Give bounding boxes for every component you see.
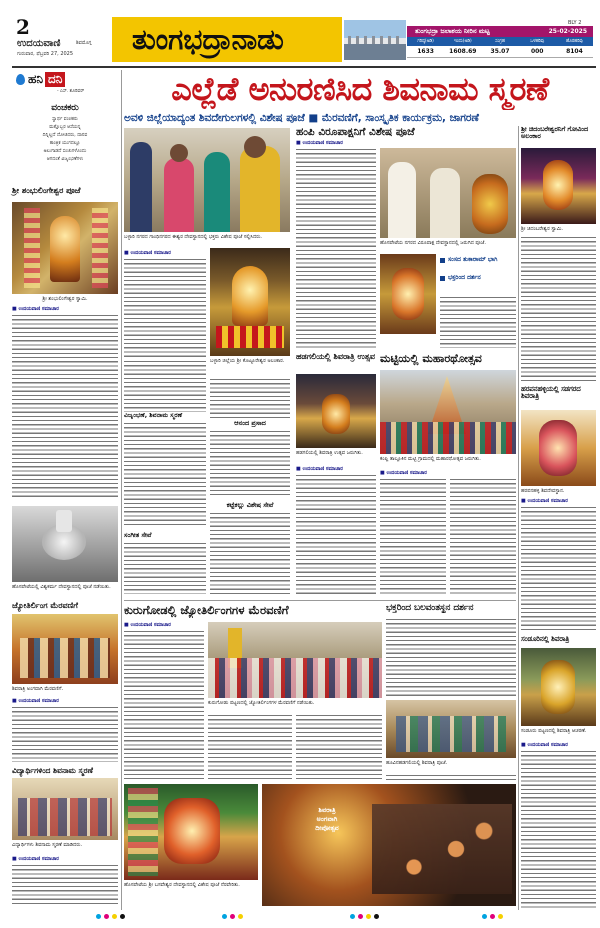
right-photo-3 bbox=[521, 648, 596, 726]
poem-title: ವಂಚಕರು bbox=[51, 103, 79, 113]
water-level-panel bbox=[407, 26, 593, 62]
registration-dot-icon bbox=[490, 914, 495, 919]
lamp-text-line: ದೀಪೋತ್ಸವ bbox=[315, 824, 339, 832]
sangeeta-headline: ಸಂಗೀತ ಸೇವೆ bbox=[124, 532, 152, 539]
registration-dot-icon bbox=[366, 914, 371, 919]
story1-photo bbox=[12, 202, 118, 294]
hampi-body-col2 bbox=[440, 296, 516, 348]
section-title: ತುಂಗಭದ್ರಾನಾಡು bbox=[132, 23, 284, 56]
kurugodu-headline: ಕುರುಗೋಡಲ್ಲಿ ಜ್ಯೋತಿರ್ಲಿಂಗಗಳ ಮೆರವಣಿಗೆ bbox=[124, 603, 289, 617]
hampi-bullet-2: ಭಕ್ತರಿಂದ ದರ್ಶನ bbox=[448, 274, 481, 281]
bullet-icon bbox=[440, 276, 445, 281]
hampi-headline: ಹಂಪಿ ವಿರೂಪಾಕ್ಷನಿಗೆ ವಿಶೇಷ ಪೂಜೆ bbox=[296, 126, 415, 138]
water-value: 35.07 bbox=[490, 48, 510, 55]
water-value: 1608.69 bbox=[449, 48, 477, 55]
page-number: 2 bbox=[16, 15, 30, 39]
story3-byline: ■ ಉದಯವಾಣಿ ಸಮಾಚಾರ bbox=[12, 856, 59, 862]
masthead bbox=[0, 0, 600, 68]
main-body-col1b bbox=[124, 360, 206, 412]
dam-icon bbox=[344, 20, 406, 60]
story2-photo bbox=[12, 506, 118, 582]
poem-line: ಆಗದಂತೆ ವಿಜೃಂಭಣೆಗಳು bbox=[46, 157, 84, 162]
water-value: 1633 bbox=[417, 48, 434, 55]
hadagali-body bbox=[296, 474, 376, 596]
registration-dot-icon bbox=[96, 914, 101, 919]
right-headline-1: ಶ್ರೀ ಚಿದಂಬರೇಶ್ವರನಿಗೆ ಗೋವಿಂದ ಅಲಂಕಾರ bbox=[521, 126, 589, 140]
poem-line: ಮತ್ತೊಬ್ಬರ ಆಸೆಯನ್ನ bbox=[49, 125, 81, 130]
mattiya-body-1 bbox=[380, 478, 446, 596]
story1-body bbox=[12, 314, 118, 500]
mattiya-body-2 bbox=[450, 478, 516, 596]
lamp-text-line: ಶಿವರಾತ್ರಿ bbox=[318, 806, 336, 814]
hani-dani-box bbox=[12, 70, 118, 202]
section-title-band bbox=[112, 17, 342, 62]
registration-dot-icon bbox=[104, 914, 109, 919]
shiva-idol-photo bbox=[210, 248, 290, 356]
hampi-bullet-1: ಸಂಸದ ತುಕಾರಾಮ್ ಭಾಗಿ bbox=[448, 256, 498, 263]
bullet-icon bbox=[440, 258, 445, 263]
dam-photo bbox=[344, 20, 406, 60]
water-header: ಗರಿಷ್ಠ(ಅಡಿ) bbox=[417, 39, 434, 44]
story2-photo-procession bbox=[12, 614, 118, 684]
right-headline-2: ಹರಪನಹಳ್ಳಿಯಲ್ಲಿ ಸಡಗರದ ಶಿವರಾತ್ರಿ bbox=[521, 386, 581, 401]
column-divider-left bbox=[121, 70, 122, 910]
story3-headline: ವಿದ್ಯಾರ್ಥಿಗಳಿಂದ ಶಿವನಾಮ ಸ್ಮರಣೆ bbox=[12, 766, 93, 775]
right-headline-3: ಸಂಡೂರಿನಲ್ಲಿ ಶಿವರಾತ್ರಿ bbox=[521, 636, 570, 643]
poem-author: - ಎಸ್. ಶೂರಿವರ್ bbox=[57, 89, 85, 94]
hadagali-byline: ■ ಉದಯವಾಣಿ ಸಮಾಚಾರ bbox=[296, 466, 343, 472]
kurugodu-byline: ■ ಉದಯವಾಣಿ ಸಮಾಚಾರ bbox=[124, 622, 171, 628]
registration-dot-icon bbox=[482, 914, 487, 919]
right-caption-3: ಸಂಡೂರು ಪಟ್ಟಣದಲ್ಲಿ ಶಿವರಾತ್ರಿ ಆಚರಣೆ. bbox=[521, 728, 587, 734]
anand-headline: ಆನಂದ ಪ್ರಸಾದ bbox=[234, 420, 266, 427]
right-body-1 bbox=[521, 236, 596, 382]
bhakti-photo bbox=[386, 700, 516, 758]
right-byline-2: ■ ಉದಯವಾಣಿ ಸಮಾಚಾರ bbox=[521, 742, 568, 748]
shiva-caption: ಬಳ್ಳಾರಿ ಜಿಲ್ಲೆಯ ಶ್ರೀ ಕೊಟ್ಟೂರೇಶ್ವರ ಅಲಂಕಾರ. bbox=[210, 358, 285, 364]
water-header: ಸಂಗ್ರಹ bbox=[495, 39, 505, 44]
water-value: 000 bbox=[530, 48, 544, 55]
left-column bbox=[12, 70, 118, 908]
right-caption-2: ಹರಪನಹಳ್ಳಿ ಶಿವದೇವಸ್ಥಾನ. bbox=[521, 488, 565, 494]
hadagali-photo bbox=[296, 374, 376, 448]
right-body-2 bbox=[521, 506, 596, 632]
hampi-body-col1 bbox=[296, 148, 376, 348]
anand-body bbox=[210, 430, 290, 498]
story1-byline: ■ ಉದಯವಾಣಿ ಸಮಾಚಾರ bbox=[12, 306, 59, 312]
hampi-photo bbox=[380, 148, 516, 238]
main-photo bbox=[124, 128, 290, 232]
bhakti-headline: ಭಕ್ತರಿಂದ ಬಲವಂತಸ್ಥನ ದರ್ಶನ bbox=[386, 603, 474, 613]
logo-dani: ದನಿ bbox=[45, 72, 65, 87]
registration-dot-icon bbox=[222, 914, 227, 919]
poem-line: ಅಲುಗಾಡದೆ ಸಂಚುಗಳೊಂದು bbox=[43, 149, 87, 154]
mattiya-headline: ಮಟ್ಟಿಯಲ್ಲಿ ಮಹಾರಥೋತ್ಸವ bbox=[380, 352, 482, 365]
hadagali-headline: ಹಡಗಲಿಯಲ್ಲಿ ಶಿವರಾತ್ರಿ ಉತ್ಸವ bbox=[296, 352, 375, 361]
water-header: ಹೊರಹರಿವು bbox=[565, 39, 583, 44]
water-drop-icon bbox=[16, 74, 25, 85]
page-code: BLY 2 bbox=[568, 20, 582, 26]
registration-marks bbox=[0, 910, 600, 928]
lower-divider bbox=[124, 600, 516, 601]
bhakti-body bbox=[386, 618, 516, 696]
registration-dot-icon bbox=[238, 914, 243, 919]
poem-lines bbox=[12, 116, 118, 164]
main-byline: ■ ಉದಯವಾಣಿ ಸಮಾಚಾರ bbox=[124, 250, 171, 256]
bottom-caption: ಹೊಸಪೇಟೆಯ ಶ್ರೀ ಬಸವೇಶ್ವರ ದೇವಸ್ಥಾನದಲ್ಲಿ ವಿಶೇಷ ಪೂಜೆ ನೆರವೇರಿತು. bbox=[124, 882, 240, 888]
bhakti-body-2 bbox=[386, 774, 516, 780]
registration-dot-icon bbox=[230, 914, 235, 919]
bhakti-caption: ಹೂವಿನಹಡಗಲಿಯಲ್ಲಿ ಶಿವರಾತ್ರಿ ಪೂಜೆ. bbox=[386, 760, 448, 766]
kurugodu-body-3 bbox=[296, 714, 382, 780]
water-header: ಇಂದು(ಅಡಿ) bbox=[453, 39, 472, 44]
water-header: ಒಳಹರಿವು bbox=[530, 39, 545, 44]
banner-headline: ಎಲ್ಲೆಡೆ ಅನುರಣಿಸಿದ ಶಿವನಾಮ ಸ್ಮರಣೆ bbox=[171, 70, 549, 108]
issue-date: ಗುರುವಾರ, ಫೆಬ್ರವರಿ 27, 2025 bbox=[17, 51, 74, 57]
story2-caption: ಹೊಸಪೇಟೆಯಲ್ಲಿ ವಿಶ್ವಕರ್ಮ ದೇವಸ್ಥಾನದಲ್ಲಿ ಪೂಜೆ ನಡೆಯಿತು. bbox=[12, 584, 111, 590]
edition-label: ಶಿವಮೊಗ್ಗ bbox=[76, 40, 92, 46]
lamp-photo bbox=[262, 784, 516, 906]
story2-body bbox=[12, 706, 118, 762]
story1-caption: ಶ್ರೀ ಶಂಭುಲಿಂಗೇಶ್ವರ ಸ್ವಾಮಿ. bbox=[42, 296, 88, 302]
main-photo-caption: ಬಳ್ಳಾರಿ ನಗರದ ಗಾಂಧಿನಗರದ ಈಶ್ವರ ದೇವಸ್ಥಾನದಲ್ಲಿ ಭಕ್ತರು ವಿಶೇಷ ಪೂಜೆ ಸಲ್ಲಿಸಿದರು. bbox=[124, 234, 263, 240]
kurugodu-photo bbox=[208, 622, 382, 698]
story2-byline: ■ ಉದಯವಾಣಿ ಸಮಾಚಾರ bbox=[12, 698, 59, 704]
kettle-body bbox=[210, 512, 290, 596]
right-photo-2 bbox=[521, 410, 596, 486]
hampi-caption: ಹೊಸಪೇಟೆಯ ನಗರದ ವಿರೂಪಾಕ್ಷ ದೇವಸ್ಥಾನದಲ್ಲಿ ಜರುಗಿದ ಪೂಜೆ. bbox=[380, 240, 486, 246]
bottom-photo bbox=[124, 784, 258, 880]
story3-body bbox=[12, 864, 118, 906]
sangeeta-body bbox=[124, 542, 206, 594]
kurugodu-caption: ಕುರುಗೋಡು ಪಟ್ಟಣದಲ್ಲಿ ಜ್ಯೋತಿರ್ಲಿಂಗಗಳ ಮೆರವಣಿಗೆ ನಡೆಯಿತು. bbox=[208, 700, 315, 706]
banner-subhead: ಅವಳಿ ಜಿಲ್ಲೆಯಾದ್ಯಂತ ಶಿವದೇಗುಲಗಳಲ್ಲಿ ವಿಶೇಷ ಪೂಜೆ ■ ಮೆರವಣಿಗೆ, ಸಾಂಸ್ಕೃತಿಕ ಕಾರ್ಯಕ್ರಮ, ಜಾಗರಣೆ bbox=[124, 112, 479, 124]
right-photo-1 bbox=[521, 148, 596, 224]
right-body-3 bbox=[521, 750, 596, 910]
main-body-col2 bbox=[210, 378, 290, 418]
poem-line: ತಾಂತ್ರಿಕ ಯುಗದಲ್ಲೂ bbox=[49, 141, 81, 146]
main-body-col1 bbox=[124, 258, 206, 358]
water-panel-date: 25-02-2025 bbox=[548, 28, 587, 35]
mattiya-caption: ಕಂಪ್ಲಿ ತಾಲ್ಲೂಕಿನ ಮಟ್ಟಿ ಗ್ರಾಮದಲ್ಲಿ ಮಹಾರಥೋತ್ಸವ ಜರುಗಿತು. bbox=[380, 456, 481, 462]
vijayanagar-body bbox=[124, 422, 206, 528]
kurugodu-body-2 bbox=[208, 714, 292, 780]
vijayanagar-headline: ವಿಜೃಂಭಣೆ, ಶಿವನಾಮ ಸ್ಮರಣೆ bbox=[124, 413, 183, 419]
logo-hani: ಹನಿ bbox=[28, 72, 43, 86]
paper-name: ಉದಯವಾಣಿ bbox=[17, 38, 61, 49]
hampi-byline: ■ ಉದಯವಾಣಿ ಸಮಾಚಾರ bbox=[296, 140, 343, 146]
poem-line: ಸ್ವಾರ್ಥ ವಂಚಕರು bbox=[52, 117, 78, 122]
registration-dot-icon bbox=[350, 914, 355, 919]
registration-dot-icon bbox=[120, 914, 125, 919]
column-divider-right bbox=[518, 126, 519, 910]
poem-line: ದಿನ್ನಿಲ್ಲದೆ ದೋಚಿದರು, ದಾನವ bbox=[42, 133, 88, 138]
right-byline: ■ ಉದಯವಾಣಿ ಸಮಾಚಾರ bbox=[521, 498, 568, 504]
hani-dani-logo bbox=[16, 72, 65, 87]
right-caption-1: ಶ್ರೀ ಚಿದಂಬರೇಶ್ವರ ಸ್ವಾಮಿ. bbox=[521, 226, 564, 232]
story1-headline: ಶ್ರೀ ಶಂಭುಲಿಂಗೇಶ್ವರ ಪೂಜೆ bbox=[12, 186, 81, 195]
water-panel-title: ತುಂಗಭದ್ರಾ ಜಲಾಶಯ ನೀರಿನ ಮಟ್ಟ bbox=[415, 27, 490, 35]
hampi-idol-photo bbox=[380, 254, 436, 334]
lamp-text-line: ಅಂಗವಾಗಿ bbox=[316, 815, 338, 823]
mattiya-photo bbox=[380, 370, 516, 454]
story2-caption2: ಶಿವರಾತ್ರಿ ಅಂಗವಾಗಿ ಮೆರವಣಿಗೆ. bbox=[12, 686, 64, 692]
registration-dot-icon bbox=[374, 914, 379, 919]
hampi-bullets bbox=[440, 256, 516, 282]
story3-caption: ವಿದ್ಯಾರ್ಥಿಗಳು ಶಿವನಾಮ ಸ್ಮರಣೆ ಮಾಡಿದರು. bbox=[12, 842, 83, 848]
story3-photo bbox=[12, 778, 118, 840]
right-column bbox=[521, 126, 596, 910]
hadagali-caption: ಹಡಗಲಿಯಲ್ಲಿ ಶಿವರಾತ್ರಿ ಉತ್ಸವ ಜರುಗಿತು. bbox=[296, 450, 363, 456]
registration-dot-icon bbox=[498, 914, 503, 919]
story2-headline: ಜ್ಯೋತಿರ್ಲಿಂಗ ಮೆರವಣಿಗೆ bbox=[12, 601, 78, 610]
kettle-headline: ಕಟ್ಟೆಕಲ್ಲು ವಿಶೇಷ ಸೇವೆ bbox=[226, 502, 274, 509]
mattiya-byline: ■ ಉದಯವಾಣಿ ಸಮಾಚಾರ bbox=[380, 470, 427, 476]
kurugodu-body-1 bbox=[124, 630, 204, 780]
water-value: 8104 bbox=[566, 48, 583, 55]
registration-dot-icon bbox=[358, 914, 363, 919]
registration-dot-icon bbox=[112, 914, 117, 919]
